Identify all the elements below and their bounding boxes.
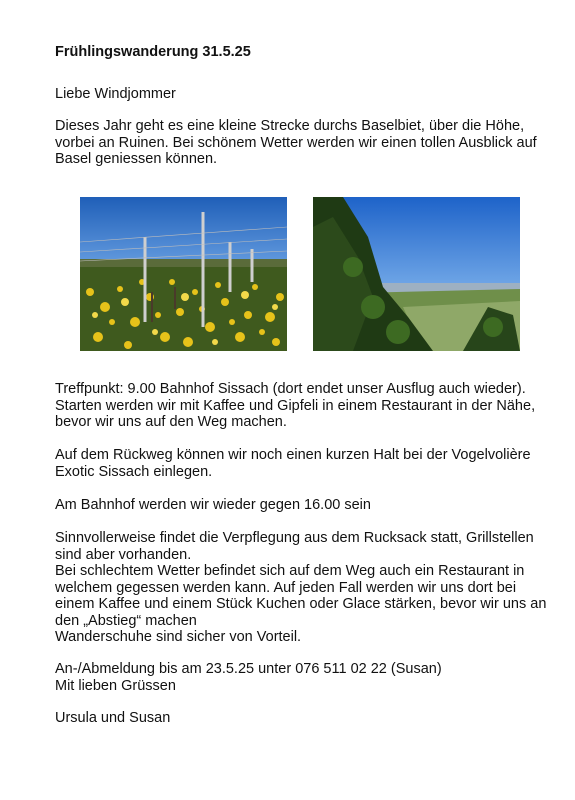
registration-line: An-/Abmeldung bis am 23.5.25 unter 076 511 02 22 (Susan) xyxy=(55,661,442,677)
food-line: einem Kaffee und einem Stück Kuchen oder Glace stärken, bevor wir uns an xyxy=(55,596,547,612)
food-line: den „Abstieg“ machen xyxy=(55,612,197,629)
document-title: Frühlingswanderung 31.5.25 xyxy=(55,44,251,60)
intro-line: Dieses Jahr geht es eine kleine Strecke durchs Baselbiet, über die Höhe, xyxy=(55,118,525,134)
meeting-line: Treffpunkt: 9.00 Bahnhof Sissach (dort endet unser Ausflug auch wieder). xyxy=(55,381,526,397)
arrival-line: Am Bahnhof werden wir wieder gegen 16.00 sein xyxy=(55,497,371,513)
signature xyxy=(55,710,525,727)
meeting-paragraph xyxy=(55,381,536,431)
intro-line: Basel geniessen können. xyxy=(55,151,218,167)
intro-paragraph xyxy=(55,118,537,168)
signature-line: Ursula und Susan xyxy=(55,710,171,726)
registration-paragraph xyxy=(55,661,525,694)
return-trip-line: Exotic Sissach einlegen. xyxy=(55,463,213,480)
food-line: welchem gegessen werden kann. Auf jeden Fall werden wir uns dort bei xyxy=(55,579,517,596)
valley-view-photo xyxy=(313,197,520,351)
food-line: Wanderschuhe sind sicher von Vorteil. xyxy=(55,629,302,645)
meeting-line: bevor wir uns auf den Weg machen. xyxy=(55,414,287,430)
intro-line: vorbei an Ruinen. Bei schönem Wetter werden wir einen tollen Ausblick auf xyxy=(55,134,537,151)
closing-line: Mit lieben Grüssen xyxy=(55,677,176,694)
food-paragraph xyxy=(55,530,547,646)
vineyard-photo xyxy=(80,197,287,351)
greeting: Liebe Windjommer xyxy=(55,86,176,102)
food-line: Sinnvollerweise findet die Verpflegung aus dem Rucksack statt, Grillstellen xyxy=(55,530,534,546)
meeting-line: Starten werden wir mit Kaffee und Gipfeli in einem Restaurant in der Nähe, xyxy=(55,397,536,414)
food-line: Bei schlechtem Wetter befindet sich auf dem Weg auch ein Restaurant in xyxy=(55,563,525,579)
food-line: sind aber vorhanden. xyxy=(55,546,192,563)
return-trip-paragraph xyxy=(55,447,531,480)
arrival-paragraph xyxy=(55,497,525,514)
return-trip-line: Auf dem Rückweg können wir noch einen kurzen Halt bei der Vogelvolière xyxy=(55,447,531,463)
